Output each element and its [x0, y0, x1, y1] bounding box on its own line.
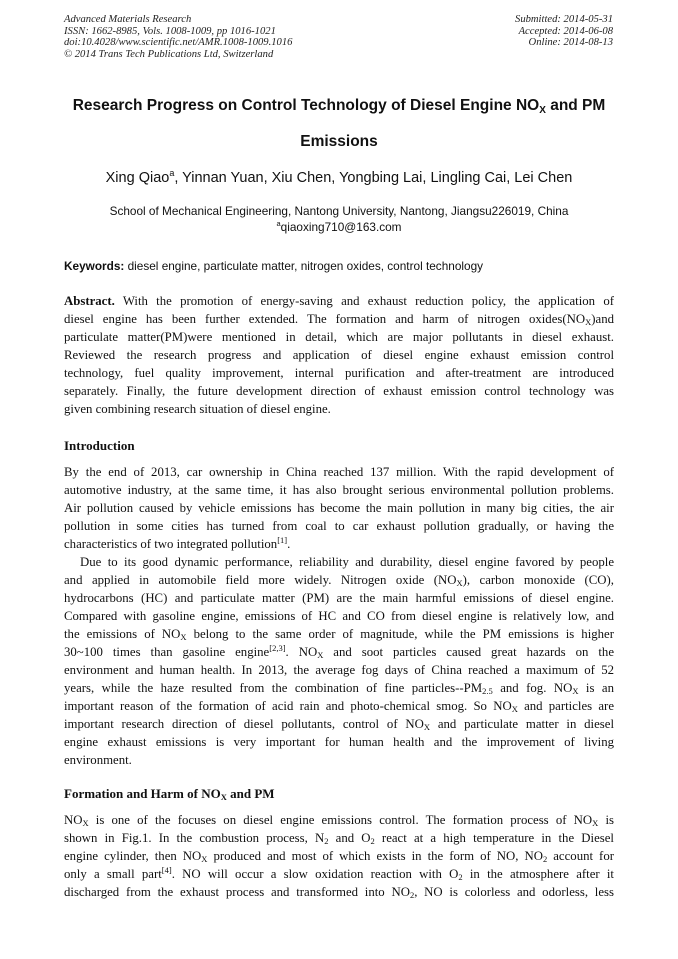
abstract-label: Abstract.: [64, 294, 115, 308]
abstract: Abstract. With the promotion of energy-saving and exhaust reduction policy, the application of diesel engine has been further extended. The formation and harm of nitrogen $oxides(NO_X)and$ particulate matter(PM)were mentioned in detail, which are major pollutants in diesel exhaust. Reviewed the research progress and application of diesel engine exhaust emission control technology, fuel quality improvement, internal purification and after-treatment are introduced separately. Finally, the future development direction of exhaust emission control technology was given combining research situation of diesel engine.: [64, 294, 614, 416]
accepted-date: Accepted: 2014-06-08: [518, 25, 613, 37]
email-line: $^a$qiaoxing710@163.com: [276, 219, 402, 234]
journal-name: Advanced Materials Research: [64, 14, 192, 25]
citation-ref[interactable]: [1]: [277, 535, 288, 545]
keywords: [64, 258, 614, 274]
copyright-line: © 2014 Trans Tech Publications Ltd, Switzerland: [64, 48, 274, 60]
keywords-label: Keywords:: [64, 259, 125, 273]
online-date: Online: 2014-08-13: [528, 37, 613, 48]
journal-header: [64, 14, 292, 60]
section-heading-introduction: Introduction: [64, 438, 135, 453]
citation-ref[interactable]: [2,3]: [269, 643, 286, 653]
doi-line[interactable]: doi:10.4028/www.scientific.net/AMR.1008-1009.1016: [64, 37, 293, 48]
introduction-section: Introduction By the end of 2013, car ownership in China reached 137 million. With the rapid development of automotive industry, at the same time, it has also brought serious environmental pollution problems. Air pollution caused by vehicle emissions has become the main pollution in many big cities, the air pollution in some cities has turned from coal to car exhaust pollution gradually, or having the characteristics of two integrated pollution[1]. Due to its good dynamic performance, reliability and durability, diesel engine favored by people and applied in automobile field more widely. Nitrogen oxide $(NO_X)$, carbon monoxide (CO), hydrocarbons (HC) and particulate matter (PM) are the main harmful emissions of diesel engine. Compared with gasoline engine, emissions of HC and CO from diesel engine is relatively low, and the emissions of $NO_X$ belong to the same order of magnitude, while the PM emissions is higher 30~100 times than gasoline engine[2,3]. $NO_X$ and soot particles caused great hazards on the environment and human health. In 2013, the average fog days of China reached a maximum of 52 years, while the haze resulted from the combination of fine particles-$-PM_{2.5}$ and fog. $NO_X$ is an important reason of the formation of acid rain and photo-chemical smog. So $NO_X$ and particles are important research direction of diesel pollutants, control of $NO_X$ and particulate matter in diesel engine exhaust emissions is very important for human health and the improvement of living environment.: [64, 438, 614, 767]
paper-title: Research Progress on Control Technology of Diesel Engine $NO_X$ and PM Emissions: [72, 97, 606, 150]
email-link[interactable]: qiaoxing710@163.com: [280, 220, 402, 234]
author-list: Xing Qiao$^a$, Yinnan Yuan, Xiu Chen, Yongbing Lai, Lingling Cai, Lei Chen: [105, 168, 573, 186]
keywords-text: diesel engine, particulate matter, nitrogen oxides, control technology: [124, 259, 484, 273]
submitted-date: Submitted: 2014-05-31: [515, 14, 613, 25]
affiliation-line: School of Mechanical Engineering, Nantong University, Nantong, Jiangsu226019, China: [109, 204, 569, 218]
section-heading-formation: Formation and Harm of $NO_X$ and PM: [64, 786, 275, 802]
affiliation: [30, 203, 648, 235]
dates-header: [515, 14, 613, 49]
issn-line: ISSN: 1662-8985, Vols. 1008-1009, pp 1016-1021: [64, 25, 276, 37]
citation-ref[interactable]: [4]: [161, 865, 172, 875]
formation-section: Formation and Harm of $NO_X$ and PM $NO_X$ is one of the focuses on diesel engine emissions control. The formation process of $NO_X$ is shown in Fig.1. In the combustion process, $N_2$ and $O_2$ react at a high temperature in the Diesel engine cylinder, then $NO_X$ produced and most of which exists in the form of NO, $NO_2$ account for only a small part[4]. NO will occur a slow oxidation reaction with $O_2$ in the atmosphere after it discharged from the exhaust process and transformed into $NO_2$, NO is colorless and odorless, less: [64, 786, 614, 900]
